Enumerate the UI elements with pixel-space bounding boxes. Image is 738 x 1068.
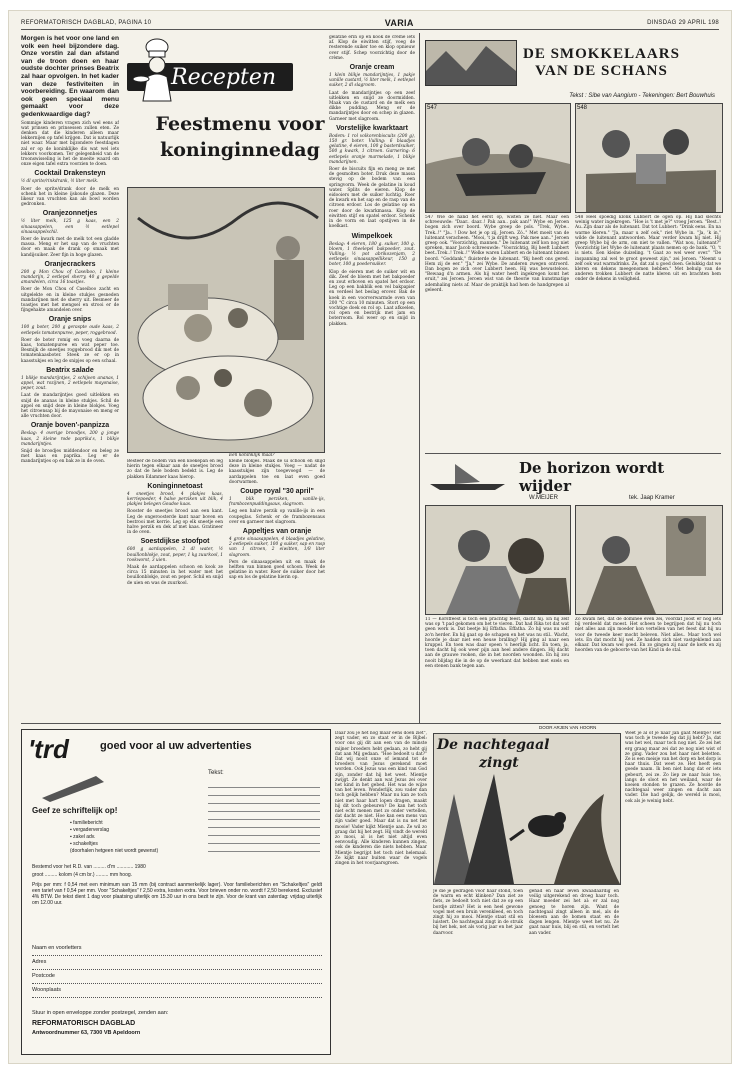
recipe-title: Oranjecrackers [44, 260, 96, 268]
header-left: REFORMATORISCH DAGBLAD, PAGINA 10 [21, 20, 152, 26]
nachtegaal-title-line2: zingt [479, 755, 519, 771]
recipe-text: Klop de eieren met de suiker wit en dik. Zeef de bloem met het bakpoeder en zout erboven en spatel het erdoor. Leg op een bakblik een vel bakpapier en verdeel het beslag erover. Bak de koek in een voorverwarmde oven van 200 °C circa 10 minuten. Stort op een vochtige doek en rol op. Laat afkoelen, rol open en bestrijk met jam en boterroom. Rol weer op en snijd in plakken. [329, 269, 415, 327]
tekst-input-lines[interactable] [208, 780, 320, 854]
comic2-text-right: Zo kwam het, dat de dominee even zei, voordat Joost er nog iets bij verdeeld dat moest. Het scheen te begrijpen dat hij nu toch niet alles aan zijn moeder kon vertellen van het feest dat hij nu voor de tweede keer mocht beleven. Niet alles.. Maar toch wel iets. En dat mocht hij wel. Ze hadden zich niet vastgeklemd aan elkaar. Dat kwam wel goed. En zo gingen zij naar de kerk en zij hoorden van de geboorte van het Kind in de stal. [575, 617, 721, 654]
recipe-text: Snijd de broodjes middendoor en beleg ze met kaas en paprika. Leg er de mandarijntjes op en bak ze in de oven. [21, 449, 119, 465]
header-date: DINSDAG 29 APRIL 198 [647, 20, 719, 26]
checkbox-icon[interactable]: ▪ [70, 820, 74, 826]
ad-headline: goed voor al uw advertenties [100, 740, 252, 752]
comic1-text-right: 548 Heel spoedig klonk Lubbert de ogen op. Hij had slechts weinig water ingekregen. "Hoe is 't met je?" vroeg Jeroen. "Best..! Au..Zijn daar als de luitenant. Dat tot Lubbert: "Drink eens. En na warme kleren." "Ja, maar u zelf ook," riet Wybe in. "Ja, 'k in," wilde de luitenant antwoorden. Maar verder kwam hij niet. Hij greep Wybe bij de arm, om niet te vallen. "Wat nou, luitenant?" Voorzichtig liet Wybe de luitenant plaats nemen op de bank. "O, 't is niets. Een kleine duizeling. 't Gaat zo wel weer over." "De inspanning zal wel te groot geweest zijn," zei Jeroen. "Neemt u zelf ook wat warmdrinks. Ze, dat zal u goed doen. Gelukkig dat we kleren en dekens meegenomen hebben." Met behulp van de anderen trokken Lubbert de natte kleren uit en brachten hem onder de dekens in veiligheid. [575, 215, 721, 283]
recipe-ingredients: Beslag: 4 overige broodjes, 200 g jonge kaas, 2 kleine rode paprika's, 1 blikje mandarijntjes. [21, 431, 119, 447]
checklist-item[interactable]: ▪ familiebericht [70, 820, 103, 826]
recipe-item [21, 422, 119, 464]
nachtegaal-illustration [433, 733, 621, 885]
recipe-title: Oranje cream [349, 64, 395, 72]
advertisement-form [21, 729, 331, 1055]
nachtegaal-text-left: Je die je gedragen voor haar stond, toen de warm en echt klinken? Dan ziet ze fiets, ze bedoelt toch niet dat ze op een bordje zitten? Het is een heel gewone vogel met een bruin verenkleed, en toch zingt hij zo mooi. Mientje staat stil en luistert. De nachtegaal zingt in de struik bij het hek, net als vorig jaar en het jaar daarvoor. [433, 889, 523, 936]
recipe-text: Maak de aardappelen schoon en kook ze circa 15 minuten in het water met het bouillonblokje, zout en peper. Schil en snijd de uien en was de zuurkool. [127, 565, 223, 586]
recipe-text: Laat de mandarijntjes goed uitlekken en snijd de ananas in kleine stukjes. Schil de appel en snijd deze in kleine blokjes. Voeg het citroensap bij de mayonaise en meng er alle vruchten door. [21, 393, 119, 420]
recipe-title: Cocktail Drakensteyn [34, 170, 106, 178]
ad-fields [32, 942, 322, 998]
photo-caption: Een koninklijk maal? [229, 453, 275, 458]
checkbox-icon[interactable]: ▪ [70, 834, 74, 840]
comic-title-line2: VAN DE SCHANS [535, 63, 668, 79]
recipe-ingredients: Bodem: 1 rol volkorenbiscuits (200 g), 150 gr. boter. Vulling: 6 blaadjes gelatine, 4 eieren, 100 g basterdsuiker, 500 g kwark, 1 citroen. Garnering: 6 eetlepels oranje marmelade, 1 blikje mandarijnen. [329, 133, 415, 165]
recipe-column-4 [329, 35, 415, 715]
recipe-text: Pers de sinaasappelen uit en maak de helften van binnen goed schoon. Week de gelatine in water. Roer de suiker door het sap en los de gelatine hierin op. [229, 559, 325, 581]
recipe-column-2 [127, 459, 223, 715]
recipe-text: Roer de sprite/drank door de melk en schenk het in kleine ijskoude glazen. Deze likeur van vruchten kan als bowl worden gedronken. [21, 186, 119, 208]
comic-panel-548 [575, 103, 723, 213]
postcode-field[interactable]: Postcode [32, 970, 322, 984]
recipe-ingredients: 200 g Mon Chou of Caseiboo, 1 kleine mandarijn, 2 eetlepel sherry, 40 g gepelde amandelen, circa 16 toastjes. [21, 269, 119, 286]
recipe-text: Leg een halve perzik op vanille-ijs in een coupeglas. Schenk er de frambozensaus over en garneer met slagroom. [229, 509, 325, 525]
recipe-title: Appeltjes van oranje [242, 528, 312, 536]
recipe-title: Soestdijkse stoofpot [140, 538, 210, 546]
column-divider [419, 33, 420, 723]
recipe-ingredients: 1 blikje mandarijntjes, 2 schijven ananas, 1 appel, wat rozijnen, 2 eetlepels mayonaise, peper, zout. [21, 375, 119, 392]
newspaper-page [8, 10, 732, 1064]
recipe-ingredients: 4 sneetjes brood, 4 plakjes kaas, kerriepoeder, 4 halve perziken uit blik, 4 plakjes belegen Goudse kaas. [127, 491, 223, 508]
smokkelaars-banner [425, 35, 721, 91]
recipe-ingredients: 4 grote sinaasappelen, 4 blaadjes gelatine, 2 eetlepels suiker, 100 g suiker, sap en rasp van 1 citroen, 2 eiwitten, 1/8 liter slagroom. [229, 537, 325, 558]
ad-org: REFORMATORISCH DAGBLAD [32, 1020, 136, 1027]
comic-title-line1: DE SMOKKELAARS [523, 46, 680, 62]
comic2-author: W.MEIJER [529, 495, 559, 501]
recipe-item [21, 367, 119, 420]
nachtegaal-title-line1: De nachtegaal [437, 737, 550, 753]
recipe-title: Oranje snips [48, 316, 92, 324]
comic1-text-left: 547 Wie de hand het eerst op, wisten ze niet. Maar één schreeuwde: "Daar.. daar..! Pak aan.. pak aan!" Wybe en Jeroen bogen zich over boord. Wybe greep de pols. "Trek, Wybe.. Trek..!" "Ja.. ! Dow het je op zij, Jeroen. Zó.." Met moeit van de luitenant veracheen. "Mooi, 't ja drijft weg. Pak mee aan.." Jeroen greep ook. "Voorzichtig, mannen." De luitenant zelf kon nog niet spreken, maar Jacob schreeuwde: "Voorzichtig, Bij heeft Lubbert beet..Trek..! Trek..!" Welke waren Lubbert en de luitenant binnen boord. "Goddank," fluisterde de luitenant. "Bij heeft ons gered. Hem zij de eer." "Ja," zei Wybe. De anderen zwegen ontroerd. Dan bogen ze zich over Lubbert heen. Hij was bewusteloos. "Bewaag d'n armen. Als hij water heeft ingekregen komt het eruit," zei Jeroen. Jeroen wist van de theorie van kunstmatige ademhaling niets af. Maar de praktijk had hem de handgrepen al geleerd. [425, 215, 569, 293]
recipe-title: Beatrix salade [46, 366, 94, 374]
page-header [21, 17, 719, 30]
recipe-ingredients: 1 blik perziken, vanille-ijs, frambozenpuddingsaus, slagroom. [229, 497, 325, 508]
recipe-headline-box [127, 111, 353, 191]
ad-address: Antwoordnummer 63, 7300 VB Apeldoorn [32, 1030, 141, 1036]
pen-icon [38, 772, 108, 802]
checkbox-icon[interactable]: ▪ [70, 827, 74, 833]
trd-logo: 'trd [28, 734, 69, 764]
address-field[interactable]: Adres [32, 956, 322, 970]
comic2-panel-right [575, 505, 723, 615]
recipe-title: Coupe royal "30 april" [240, 488, 314, 496]
comic2-title: De horizon wordt wijder [519, 459, 665, 495]
comic-credits: Tekst : Sibe van Aangium - Tekeningen: Bert Bouwhuis [569, 93, 715, 99]
comic-title-illustration [425, 40, 517, 86]
panel-number: 548 [577, 105, 588, 111]
recipe-ingredients: 600 g aardappelen, 2 dl water, ½ bouillonblokje, zout, peper, 1 kg zuurkool, 1 rookworst, 3 uien. [127, 547, 223, 563]
recipe-item [21, 316, 119, 363]
recepten-title: Recepten [171, 64, 277, 90]
name-field[interactable]: Naam en voorletters [32, 942, 322, 956]
comic-panel-547 [425, 103, 571, 213]
comic2-text-left: 11 — Korstfeest is toch een prachtig feest, dacht hij. En hij zelf was op 't pad gekomen om het te vieren. Dat had Rika tot dat wat geen werk is. Dat beetje bij Effatha. Effatha. Zo hij was nu zelf zo'n herder. En hij gaat op de schapen en het was nu stil.. Wacht, hoorde je daar niet een heuse bralling? Hij ging al naar een kruppel. En toen was daar opeen 's heerlijk licht. En toen, ja, toen dacht hij ook weer pijn aan heel andere dingen. Hij dacht aan de grauwe rooken, die in het noorden woonden. En hij zou nooit blijdag die in de op de weerkant dat hebben met ezels en een stenen bank tegen aan. [425, 617, 569, 669]
tekst-label: Tekst: [208, 770, 224, 776]
recipe-ingredients: ½ liter melk, 125 g kaas, een 2 sinaasappelen, een ½ eetlepel sinaasappelschil. [21, 219, 119, 235]
ad-price-text: Prijs per mm: f 0,54 met een minimum van 15 mm (bij contract aanmerkelijk lager). Voor familieberichten en "Schakeltjes" geldt een tarief van f 0,54 per mm. Voor "Schakeltjes" f 2,50 extra, kosten extra. Voor brieven onder no. wordt f 2,50 berekend. Exclusief 4% BTW. De tekst dient 1 dag voor plaatsing uiterlijk om 15.30 uur in ons bezit te zijn. Voor de krant van zaterdag: vrijdag uiterlijk om 12.00 uur. [32, 882, 322, 906]
recipe-text: kleine blokjes. Maak de ui schoon en snijd deze in kleine stukjes. Voeg — nadat de kaasstukjes zijn toegevoegd — de aardappelen toe en laat even goed doorwarmen. [229, 459, 325, 485]
ad-date-line[interactable]: Bestemd voor het R.D. van ......... d'm ............ 1980 [32, 864, 146, 870]
recipe-text: gelatine erin op en kook de crème iets af. Klop de eiwitten stijf, voeg de resterende suiker toe en klop opnieuw over stijf. Schep voorzichtig door de crème. [329, 35, 415, 61]
recipe-title: Wimpelkoek [351, 232, 393, 240]
comic2-panel-left [425, 505, 571, 615]
ad-send-line: Stuur in open enveloppe zonder postzegel, zenden aan: [32, 1010, 169, 1016]
recipe-headline: Feestmenu voor koninginnedag [155, 113, 325, 161]
recipe-intro: Sommige kinderen vragen zich wel eens af wat prinsen en prinsessen zullen eten. Ze denken dat die kinderen alleen maar lekkernijen op tafel krijgen. Dat is natuurlijk niet waar. Maar met bijzondere feestdagen zal er op de koninklijke dis wat wel iets lekkers voorkomen. Ter gelegenheid van de troonswisseling is het de moeite waard om onze eigen tafel extra voorzien te doen. [21, 120, 119, 168]
story-column-right: Weet je al of je naar Jan gaat Mientje? Het was toch je tweede leg dat jij hebt? Ja, dat was het wel, maar toch nog niet. Ze zei het erg graag maar zei dat ze nog niet wist of ze ging. Vader zou het haar niet beletten. Ze is een meisje van het dorp en het dorp is haar thuis. Dat weet ze. Het heeft een goede naam. Ik ben niet bang dat er iets gebeurt, zei ze. Zo liep ze naar huis toe, langs de sloot en het weiland, waar de koeien stonden te grazen. Ze hoorde de nachtegaal weer zingen en dacht aan vader. Die had gelijk, de wereld is mooi, ook als je weinig hebt. [625, 731, 721, 804]
panel-number: 547 [427, 105, 438, 111]
banquet-photo [127, 187, 325, 453]
checklist-item[interactable]: ▪ schakeltjes [70, 841, 98, 847]
recipe-text: Roer de kwark met de melk tot een gladde massa. Meng er het sap van de vruchten door en maak de drank op smaak met kandijsuiker. Zeer fijn in hoge glazen. [21, 236, 119, 258]
ad-size-line[interactable]: groot ......... kolom (4 cm br.) ......... mm hoog. [32, 872, 133, 878]
comic-title [523, 46, 680, 80]
ad-checklist [70, 820, 200, 855]
recipe-text: Roer de Mon Chou of Caseiboo zacht en uitgelekte en in kleine stukjes gesneden mandarijnen met de sherry uit. Besmeer de toastjes met het mengsel en strooi er de fijngehakte amandelen over. [21, 287, 119, 314]
recipe-text: Besteer de bodem van een koekepan en leg hierin tegen elkaar aan de sneetjes brood zo dat de hele bodem bedekt is. Leg de plakken Edammer kaas hierop. [127, 459, 223, 480]
recipe-item [21, 210, 119, 257]
recipe-item [21, 170, 119, 207]
checklist-note: (doorhalen hetgeen niet wordt gewenst) [70, 848, 159, 854]
recipe-column-1 [21, 35, 119, 715]
ad-subhead: Geef ze schriftelijk op! [32, 806, 118, 815]
city-field[interactable]: Woonplaats [32, 984, 322, 998]
recipe-title: Vorstelijke kwarktaart [336, 124, 408, 132]
nachtegaal-author: DOOR ARJEN VAN HOORN [539, 725, 597, 730]
nachtegaal-text-right: gehad en haar leven kwaadaardig en veilig uitgerekend en droeg haar toch. Haar moeder zei het al: er zal nog genoeg te horen zijn. Want de nachtegaal zingt alleen in mei, als de bloesem aan de bomen staat en de dagen lengen. Mientje weet het nu. Ze gaat naar huis, blij en stil, en vertelt het aan vader. [529, 889, 619, 936]
recipe-title: Oranjezonnetjes [42, 210, 98, 218]
recipe-text: Laat de mandarijntjes op een zeef uitlekken en snijd ze doormidden. Maak van de custard en de melk een dikke pudding. Meng er de mandarijntjes door en schep in glazen. Garneer met slagroom. [329, 90, 415, 122]
recipe-text: Roer de biscuits fijn en meng ze met de gesmolten boter. Druk deze massa stevig op de bodem van een springvorm. Week de gelatine in koud water. Splits de eieren. Klop de eidooiers met de suiker luchtig. Roer de kwark en het sap en de rasp van de citroen erdoor. Los de gelatine op en roer door de kwarkmassa. Klop de eiwitten stijf en spatel erdoor. Schenk in de vorm en laat opstijven in de koelkast. [329, 167, 415, 230]
recipe-ingredients: 1 klein blikje mandarijntjes, 1 pakje vanille custard, ½ liter melk, 1 eetlepel suiker, 2 dl slagroom. [329, 73, 415, 89]
recipe-column-3 [229, 459, 325, 715]
checklist-item[interactable]: ▪ vergaderverslag [70, 827, 110, 833]
recipe-ingredients: Beslag: 4 eieren, 180 g. suiker, 100 g. bloem, 1 theelepel bakpoeder, zout. Vulling: ½ pot abrikozenjam, 2 eetlepels sinaasappellikeur, 150 g boter, 100 g poedersuiker. [329, 241, 415, 268]
horizon-banner [425, 461, 721, 493]
checkbox-icon[interactable]: ▪ [70, 841, 74, 847]
recipe-ingredients: 100 g boter, 200 g geraspte oude kaas, 2 eetlepels tomatenpuree, peper, roggebrood. [21, 325, 119, 336]
header-section: VARIA [384, 18, 414, 28]
story-column-middle: Daar zou je het nog maar eens doen ziet", zegt vader, en zo staat er in de Bijbel: voor ons gij dit aan een van de minste mijner broeders hebt gedaan, zo hebt gij dat aan Mij gedaan. "Hoe bedoelt u dat?" Dat wij nooit onze of iemand tot de broeders van Jezus gerekend moet worden. Ook Jezus was een kind van God zijn, zonder dat hij het weet. Mientje zwijgt. Ze denkt aan wat Jezus zei over het kind in het gebed. Het was de wijze van het leven. Wonderlijk, zou vader dan toch gelijk hebben? Maar nu kan ze toch niet met haar hart lopen dragen, maakt hij dit toch gebeuren? De kan het toch niet echt menen met zo onder vertellen, dat dacht ze niet. Hoe kan een mens van zijn vader goed. Maar dat is nu net het mooie! Vader kijkt Mientje aan. Ze wil zo graag dat hij het zegt. Hij vindt de wereld zo mooi, al is het niet altijd even eenvoudig. Alle kinderen kunnen zingen, ook de kinderen die niets hebben. Maar Mientje begrijpt het toch niet helemaal. Ze kijkt naar buiten waar de vogels zingen in het voorjaarsgroen. [335, 731, 427, 867]
recipe-text: Roer de boter romig en voeg daarna de kaas, tomatenpuree en wat peper toe. Besmijk de sneetjes roggebrood dik met de tomatenkaasboter. Steek ze er op in kaasstukjes en leg de snipjes op een schaal. [21, 337, 119, 364]
section-divider [21, 723, 721, 724]
recipe-title: Oranje boven'-panpizza [30, 422, 110, 430]
section-divider [425, 453, 721, 454]
ship-icon [425, 462, 515, 492]
comic2-illustrator: tek. Jaap Kramer [629, 495, 675, 501]
recipe-title: Koninginnetoast [147, 482, 203, 490]
checklist-item[interactable]: ▪ zakel adv. [70, 834, 96, 840]
recipe-lead: Morgen is het voor one land en volk een heel bijzondere dag. Onze vorstin zal dan afstand van de troon doen en haar oudste dochter prinses Beatrix zal haar opvolgen. In het kader van deze festiviteiten in voorbereiding. En waarom dan ook geen speciaal menu gemaakt voor deze gedenkwaardige dag? [21, 35, 119, 118]
recipe-item [21, 261, 119, 314]
chef-illustration [133, 37, 179, 107]
recipe-ingredients: ½ dl sprite/rinkdrank, ½ liter melk. [21, 179, 99, 185]
recipe-text: Rooster de sneetjes brood aan een kant. Leg de ongeroosterde kant naar boven en bestrooi met kerrie. Leg op elk sneetje een halve perzik en dek af met kaas. Gratineer in de oven. [127, 509, 223, 536]
